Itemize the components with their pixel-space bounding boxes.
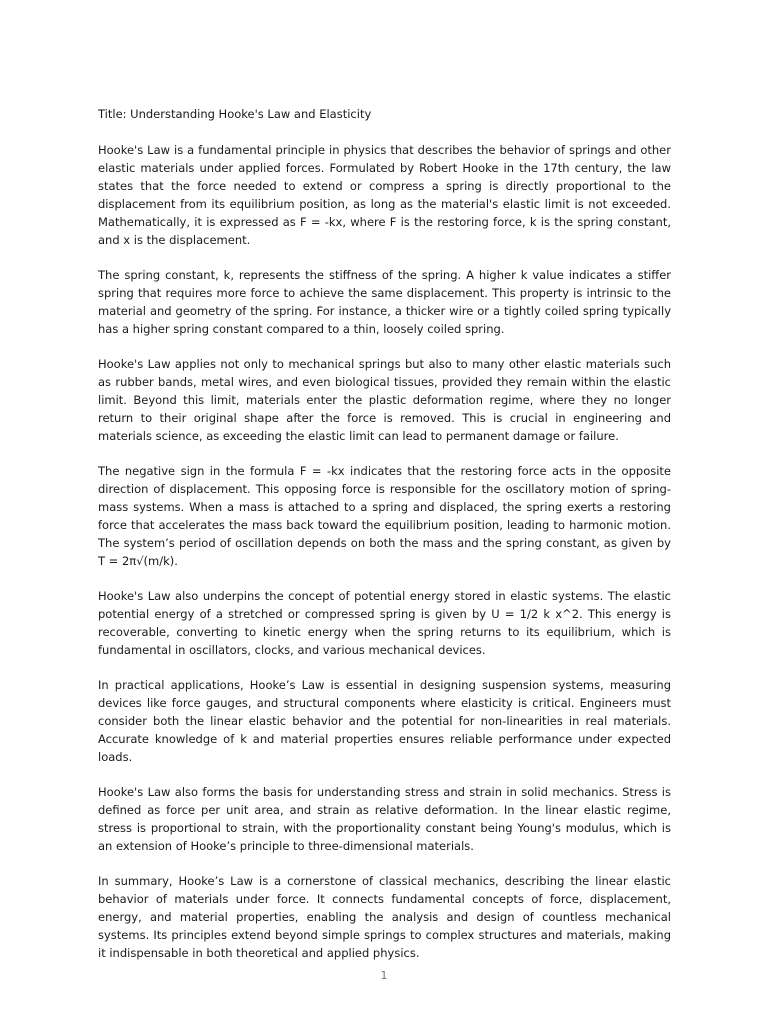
paragraph-1: Hooke's Law is a fundamental principle in physics that describes the behavior of springs and other elastic materials under applied forces. Formulated by Robert Hooke in the 17th century, the law states that the force needed to extend or compress a spring is directly proportional to the displacement from its equilibrium position, as long as the material's elastic limit is not exceeded. Mathematically, it is expressed as F = -kx, where F is the restoring force, k is the spring constant, and x is the displacement. xyxy=(98,143,671,247)
paragraph-8: In summary, Hooke’s Law is a cornerstone of classical mechanics, describing the linear elastic behavior of materials under force. It connects fundamental concepts of force, displacement, energy, and material properties, enabling the analysis and design of countless mechanical systems. Its principles extend beyond simple springs to complex structures and materials, making it indispensable in both theoretical and applied physics. xyxy=(98,874,671,960)
paragraph-6: In practical applications, Hooke’s Law is essential in designing suspension systems, measuring devices like force gauges, and structural components where elasticity is critical. Engineers must consider both the linear elastic behavior and the potential for non-linearities in real materials. Accurate knowledge of k and material properties ensures reliable performance under expected loads. xyxy=(98,678,671,764)
document-title: Title: Understanding Hooke's Law and Elasticity xyxy=(98,107,372,121)
document-body xyxy=(98,105,671,979)
page-number: 1 xyxy=(380,969,388,982)
paragraph-3: Hooke's Law applies not only to mechanical springs but also to many other elastic materials such as rubber bands, metal wires, and even biological tissues, provided they remain within the elastic limit. Beyond this limit, materials enter the plastic deformation regime, where they no longer return to their original shape after the force is removed. This is crucial in engineering and materials science, as exceeding the elastic limit can lead to permanent damage or failure. xyxy=(98,357,671,443)
paragraph-5: Hooke's Law also underpins the concept of potential energy stored in elastic systems. The elastic potential energy of a stretched or compressed spring is given by U = 1/2 k x^2. This energy is recoverable, converting to kinetic energy when the spring returns to its equilibrium, which is fundamental in oscillators, clocks, and various mechanical devices. xyxy=(98,589,671,657)
paragraph-2: The spring constant, k, represents the stiffness of the spring. A higher k value indicates a stiffer spring that requires more force to achieve the same displacement. This property is intrinsic to the material and geometry of the spring. For instance, a thicker wire or a tightly coiled spring typically has a higher spring constant compared to a thin, loosely coiled spring. xyxy=(98,268,671,336)
paragraph-7: Hooke's Law also forms the basis for understanding stress and strain in solid mechanics. Stress is defined as force per unit area, and strain as relative deformation. In the linear elastic regime, stress is proportional to strain, with the proportionality constant being Young's modulus, which is an extension of Hooke’s principle to three-dimensional materials. xyxy=(98,785,671,853)
paragraph-4: The negative sign in the formula F = -kx indicates that the restoring force acts in the opposite direction of displacement. This opposing force is responsible for the oscillatory motion of spring-mass systems. When a mass is attached to a spring and displaced, the spring exerts a restoring force that accelerates the mass back toward the equilibrium position, leading to harmonic motion. The system’s period of oscillation depends on both the mass and the spring constant, as given by T = 2π√(m/k). xyxy=(98,464,671,568)
